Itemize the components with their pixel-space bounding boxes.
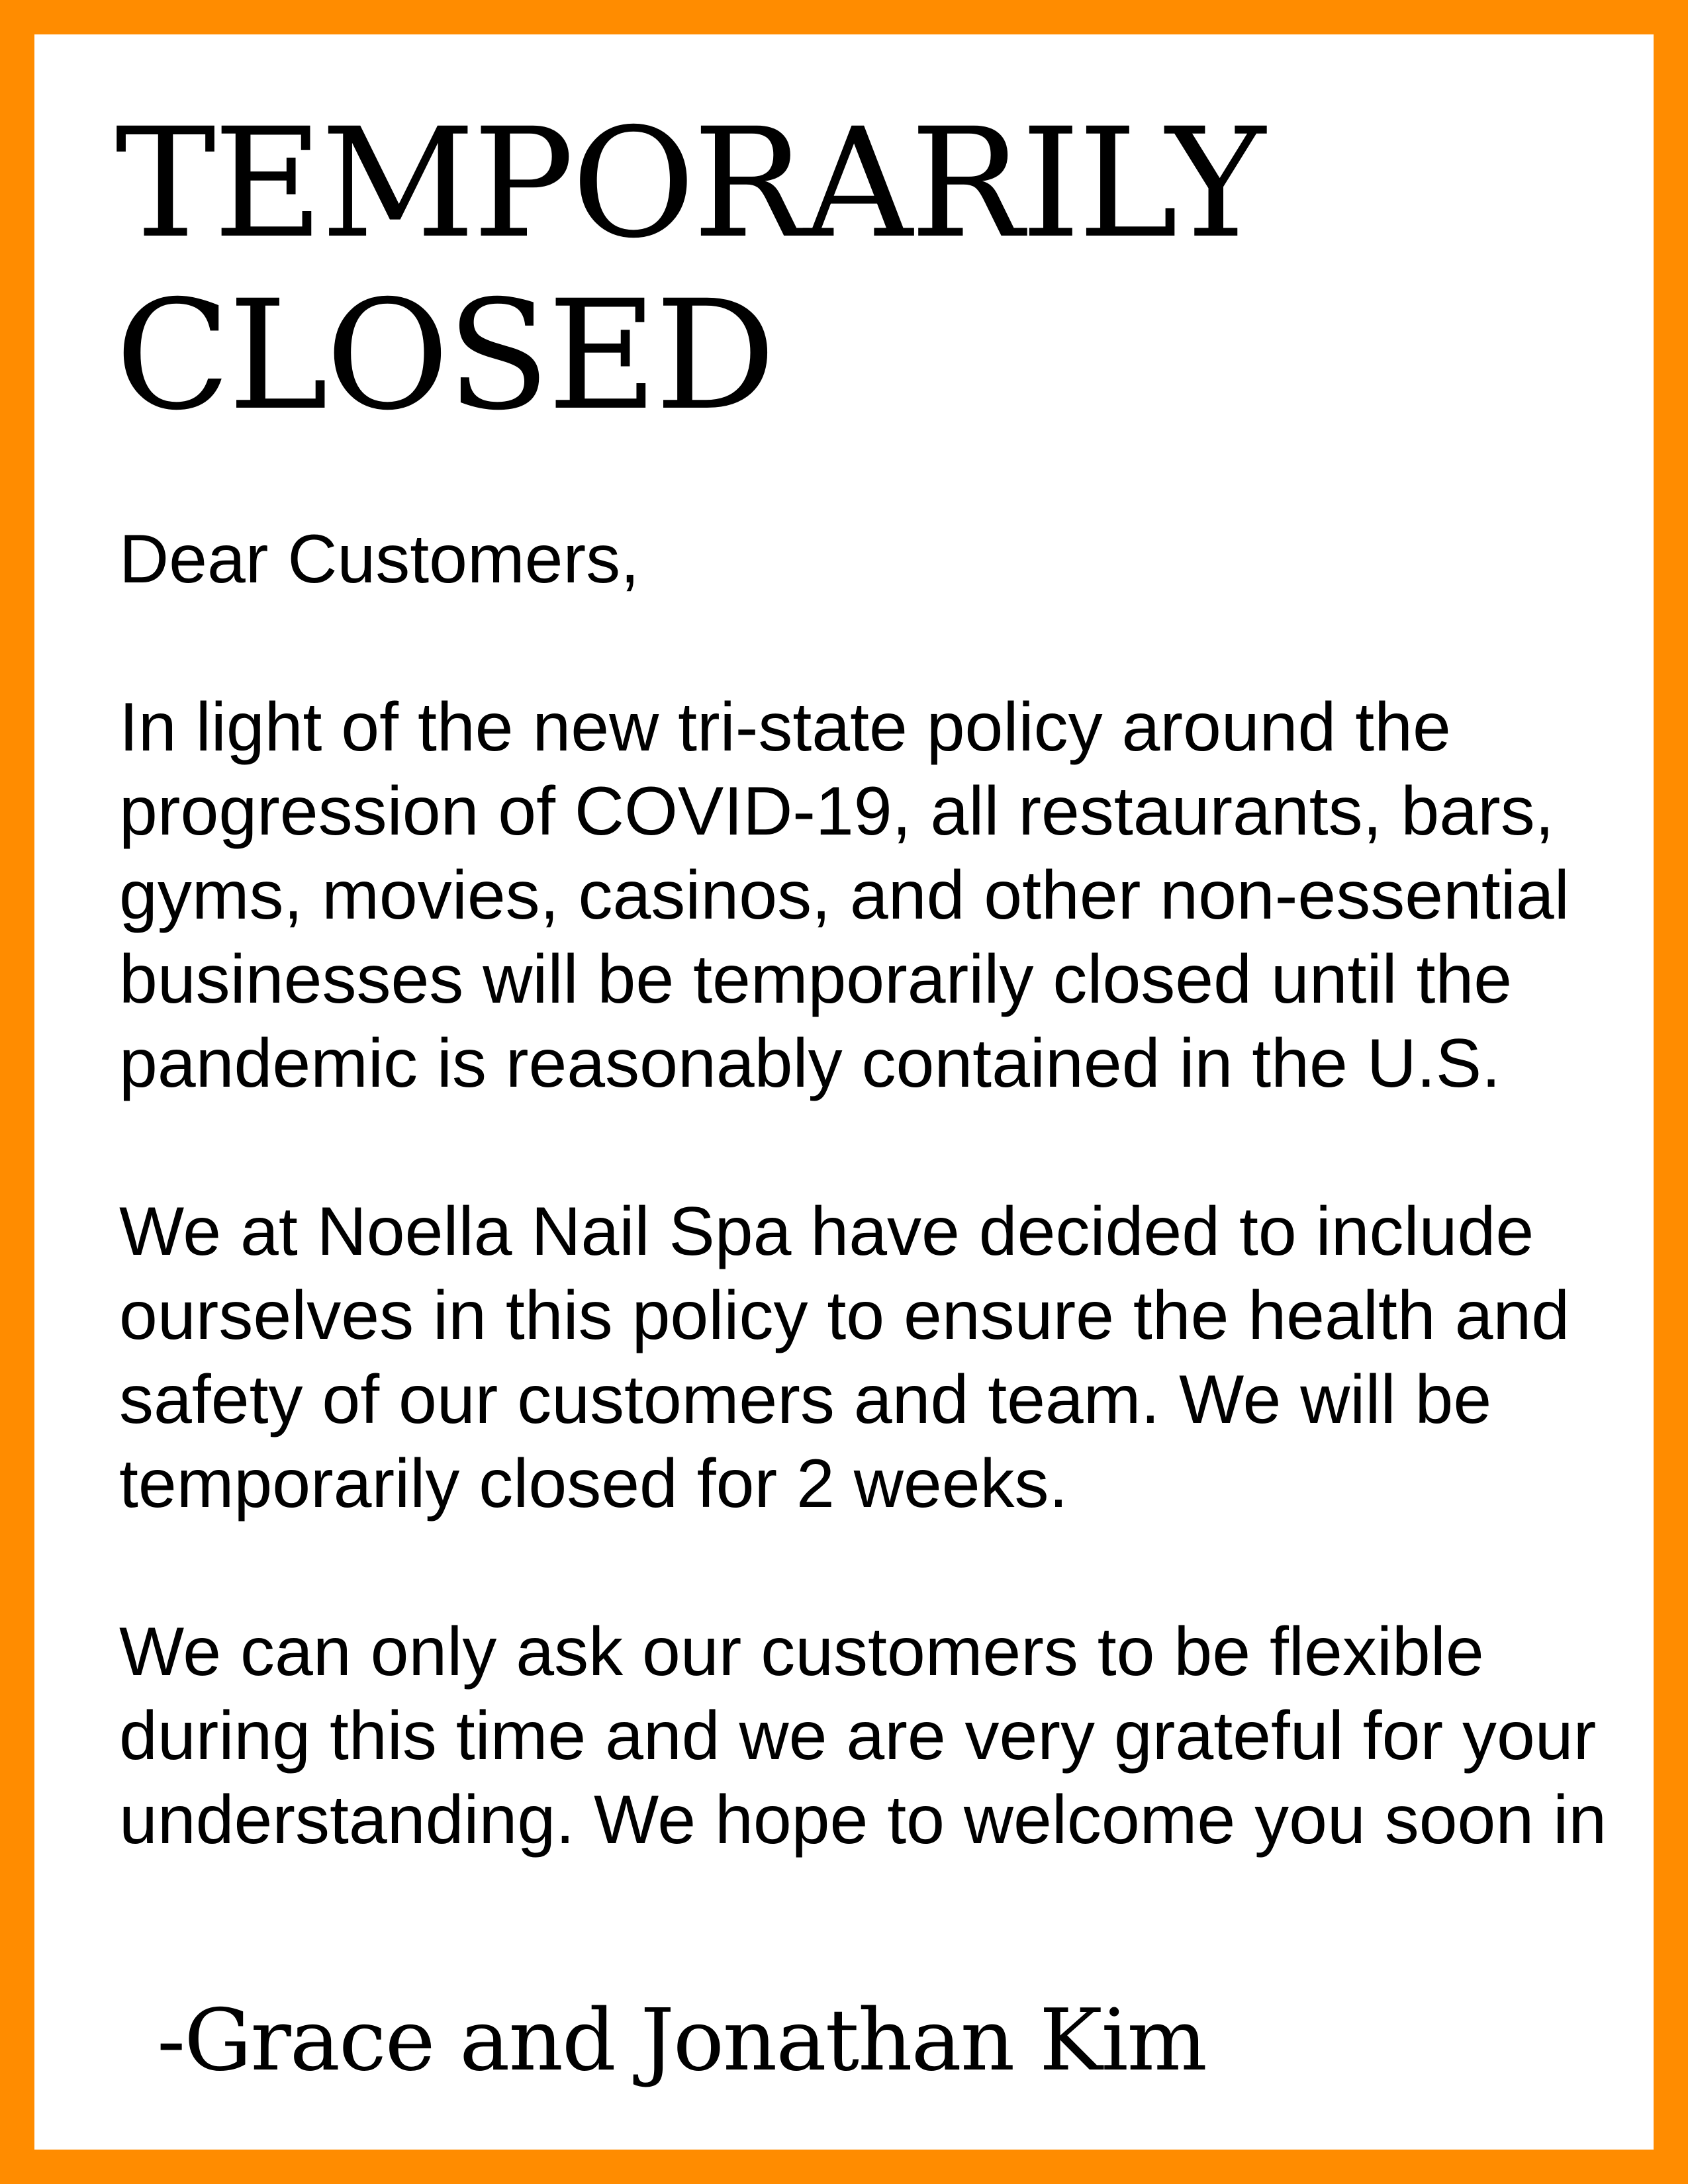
- text-line: In light of the new tri-state policy around the: [119, 689, 1451, 766]
- text-line: gyms, movies, casinos, and other non-essential: [119, 857, 1570, 934]
- paragraph-spacer: [119, 602, 1662, 686]
- text-line: We can only ask our customers to be flexible: [119, 1614, 1484, 1690]
- text-line: We at Noella Nail Spa have decided to include: [119, 1193, 1534, 1270]
- paragraph-closure: [119, 1190, 1662, 1526]
- greeting: Dear Customers,: [119, 521, 639, 598]
- text-line: temporarily closed for 2 weeks.: [119, 1445, 1068, 1522]
- text-line: businesses will be temporarily closed until the: [119, 941, 1513, 1018]
- text-line: understanding. We hope to welcome you soon in: [119, 1782, 1607, 1858]
- text-line: safety of our customers and team. We will be: [119, 1361, 1492, 1438]
- notice-title: [115, 97, 1263, 441]
- text-line: pandemic is reasonably contained in the U.S.: [119, 1025, 1501, 1102]
- text-line: progression of COVID-19, all restaurants, bars,: [119, 773, 1554, 850]
- paragraph-spacer: [119, 1526, 1662, 1610]
- text-line: during this time and we are very grateful for your: [119, 1698, 1597, 1774]
- notice-body: [119, 518, 1662, 1862]
- signature: -Grace and Jonathan Kim: [157, 1991, 1206, 2090]
- title-line-2: CLOSED: [115, 267, 774, 443]
- paragraph-policy: [119, 686, 1662, 1106]
- text-line: ourselves in this policy to ensure the health and: [119, 1277, 1570, 1354]
- title-line-1: TEMPORARILY: [115, 95, 1263, 271]
- paragraph-gratitude: [119, 1610, 1662, 1862]
- paragraph-spacer: [119, 1106, 1662, 1190]
